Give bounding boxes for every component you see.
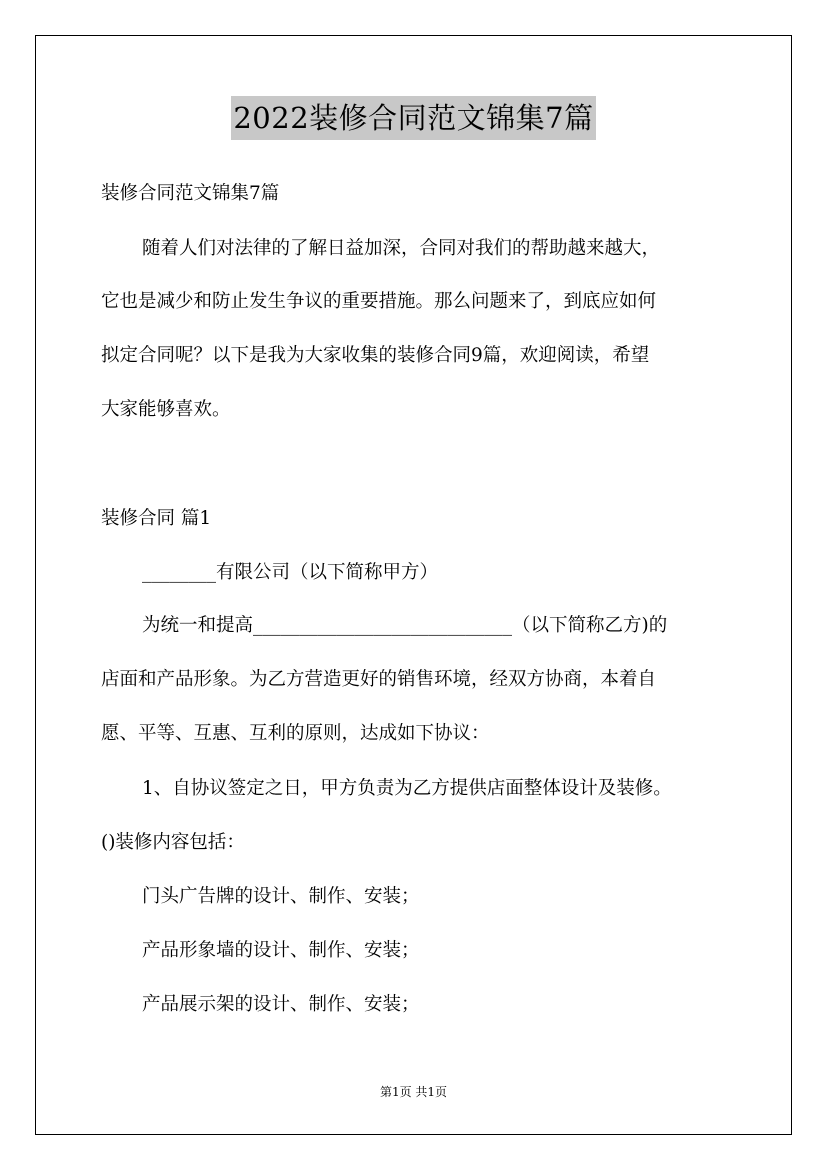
intro-line-4: 大家能够喜欢。 <box>101 399 231 420</box>
title-container <box>0 96 827 140</box>
list-item: 产品展示架的设计、制作、安装； <box>142 994 420 1015</box>
list-item: 产品形象墙的设计、制作、安装； <box>142 940 420 961</box>
purpose-line-2: 店面和产品形象。为乙方营造更好的销售环境，经双方协商，本着自 <box>101 669 657 690</box>
document-subtitle: 装修合同范文锦集7篇 <box>101 183 280 204</box>
page-footer: 第1页 共1页 <box>379 1085 448 1099</box>
list-item: 门头广告牌的设计、制作、安装； <box>142 886 420 907</box>
section-heading: 装修合同 篇1 <box>101 508 212 529</box>
party-a-line: ________有限公司（以下简称甲方） <box>142 562 439 583</box>
intro-line-3: 拟定合同呢？以下是我为大家收集的装修合同9篇，欢迎阅读，希望 <box>101 345 650 366</box>
clause-line-2: ()装修内容包括： <box>101 832 245 853</box>
document-title: 2022装修合同范文锦集7篇 <box>231 96 595 140</box>
intro-line-1: 随着人们对法律的了解日益加深，合同对我们的帮助越来越大， <box>142 238 661 259</box>
purpose-line-1: 为统一和提高____________________________（以下简称乙方)的 <box>142 615 668 636</box>
purpose-line-3: 愿、平等、互惠、互利的原则，达成如下协议： <box>101 723 490 744</box>
clause-line-1: 1、自协议签定之日，甲方负责为乙方提供店面整体设计及装修。 <box>142 778 672 799</box>
intro-line-2: 它也是减少和防止发生争议的重要措施。那么问题来了，到底应如何 <box>101 291 657 312</box>
